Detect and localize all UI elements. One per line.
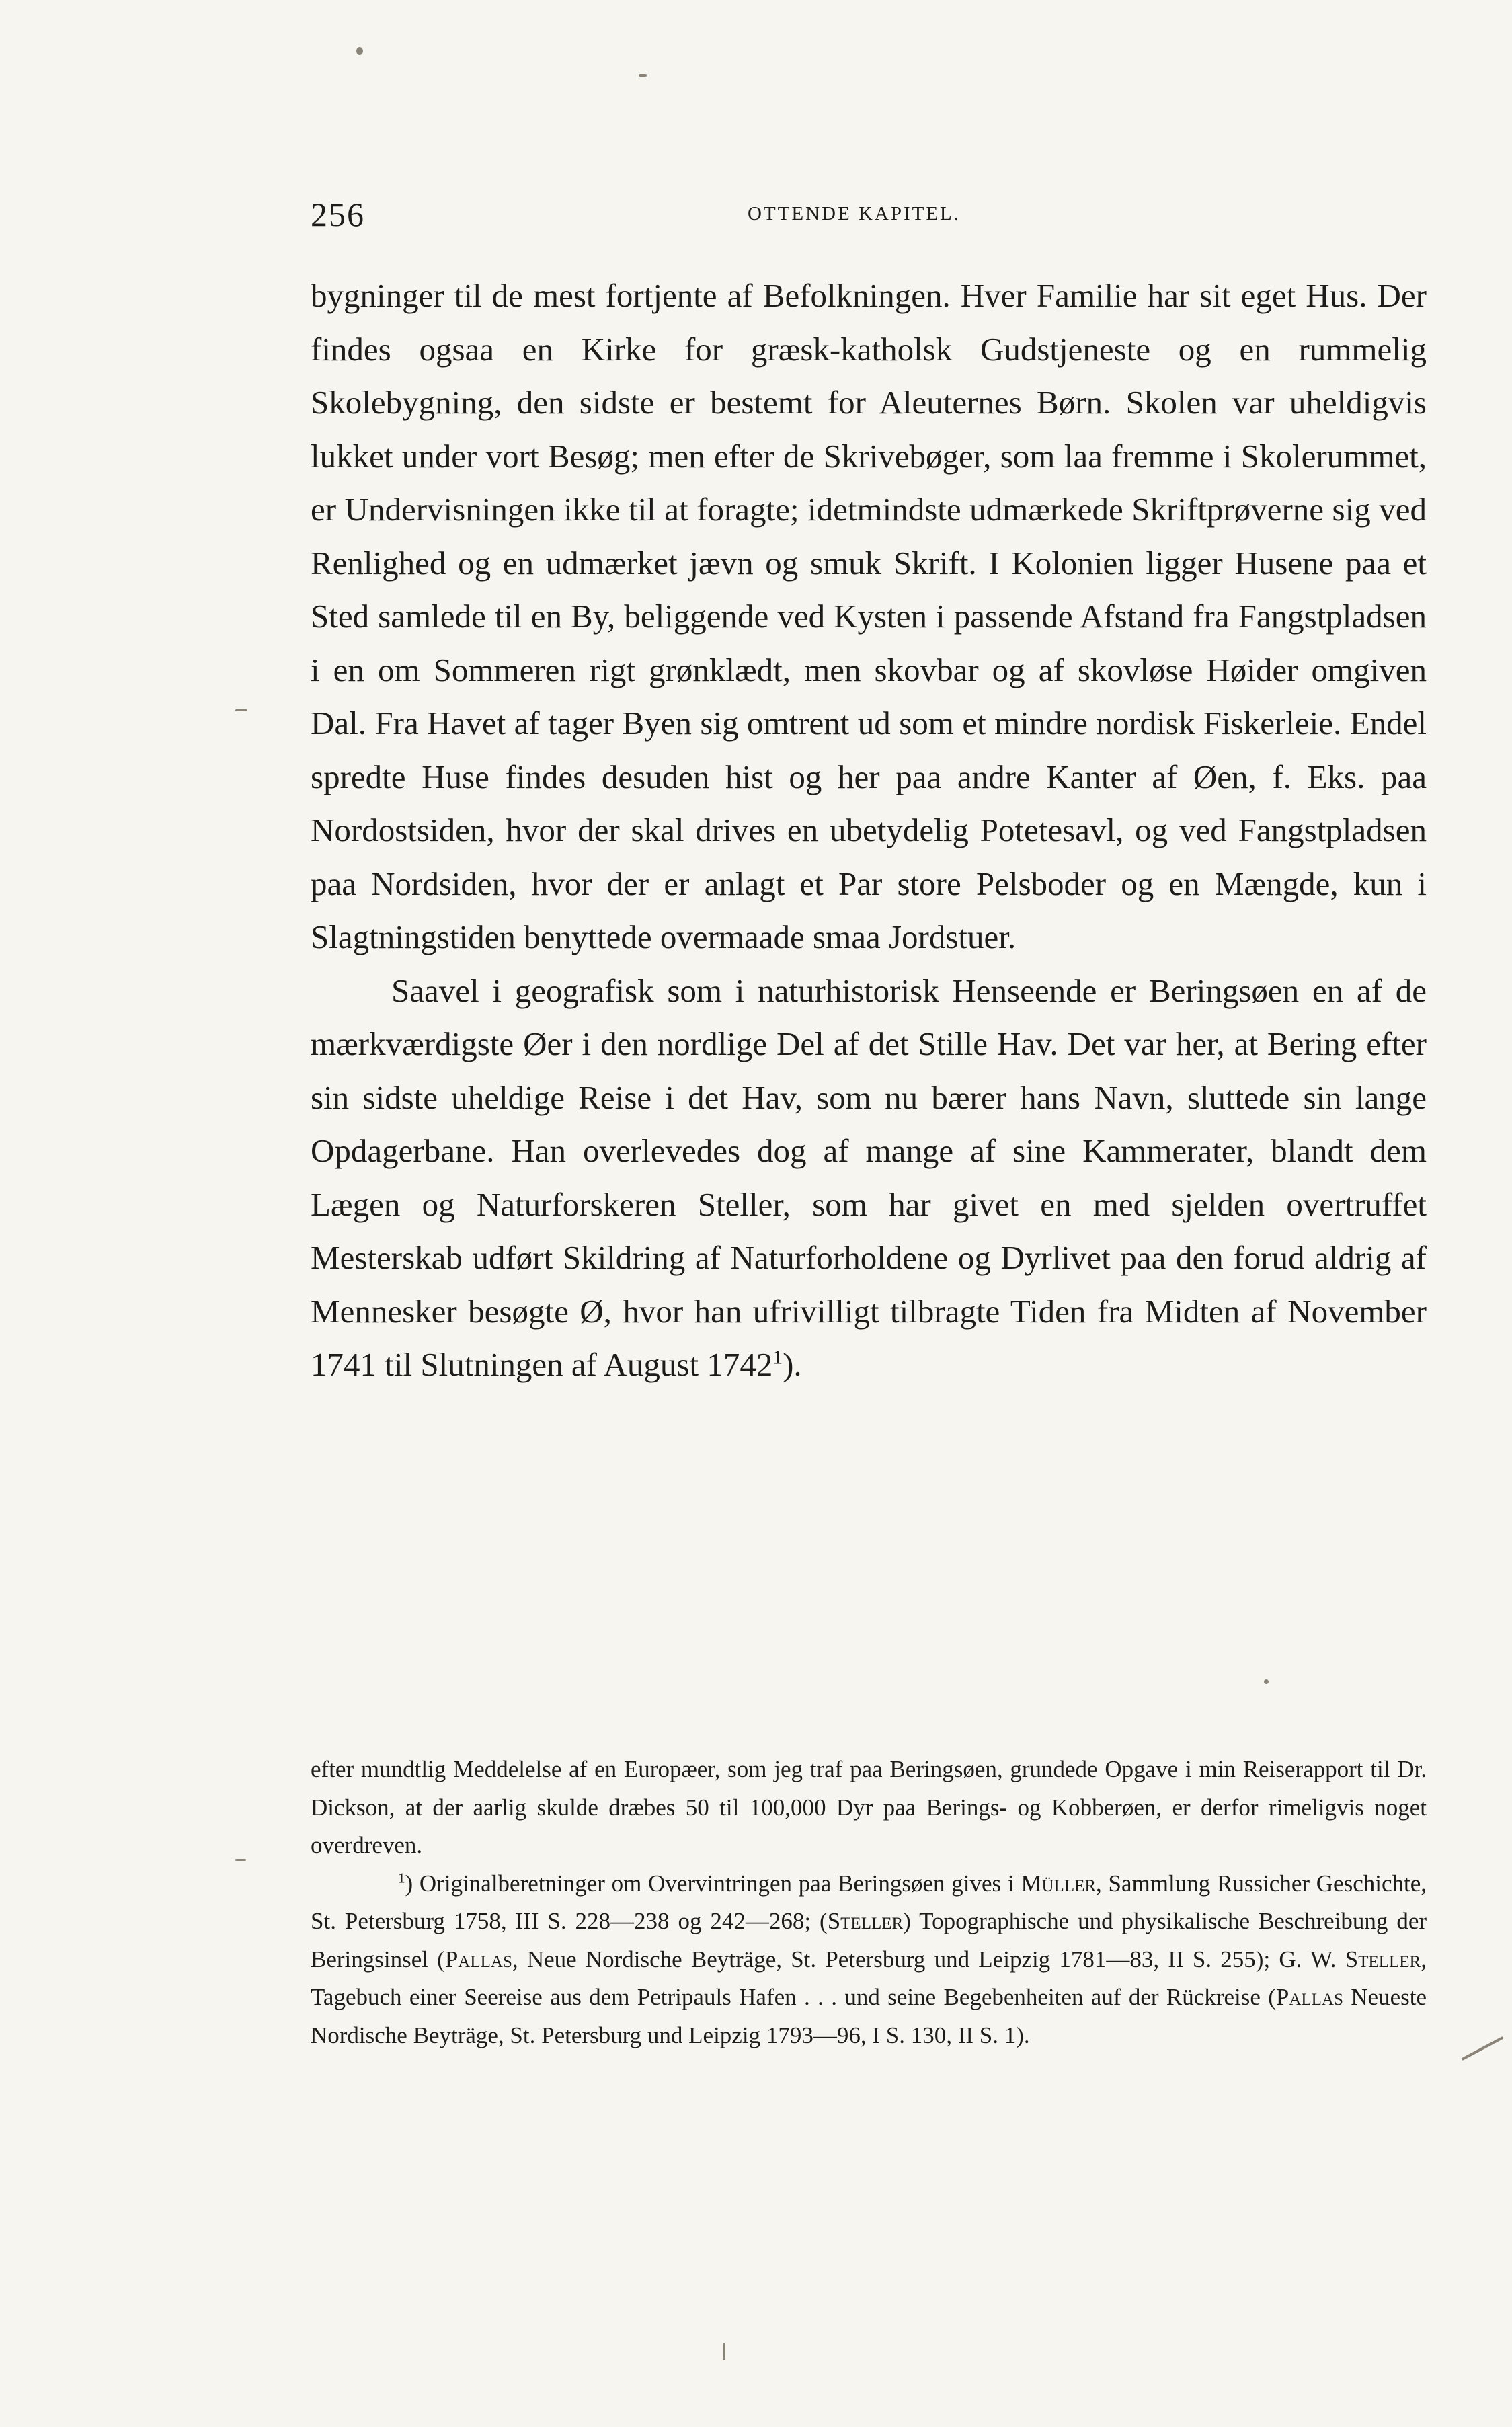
author-pallas: Pallas bbox=[1275, 1984, 1343, 2010]
footnote-1-text-c: ) Topographische und physikalische Beschreibung der Beringsinsel ( bbox=[311, 1908, 1427, 1973]
page-header bbox=[311, 195, 1427, 249]
body-text bbox=[311, 269, 1427, 1392]
footnote-1 bbox=[311, 1865, 1427, 2055]
paper-speck bbox=[1461, 2036, 1504, 2061]
footnote-1-text-e: , Tagebuch einer Seereise aus dem Petripauls Hafen . . . und seine Begebenheiten auf der Rückreise ( bbox=[311, 1946, 1427, 2010]
author-muller: Müller bbox=[1021, 1870, 1097, 1897]
paragraph-2 bbox=[311, 964, 1427, 1392]
paper-speck bbox=[356, 47, 363, 55]
footnotes bbox=[311, 1751, 1427, 2055]
running-head: OTTENDE KAPITEL. bbox=[748, 203, 961, 225]
paper-speck bbox=[723, 2343, 725, 2360]
author-steller: Steller bbox=[1345, 1946, 1421, 1973]
paragraph-2-text: Saavel i geografisk som i naturhistorisk Henseende er Beringsøen en af de mærkværdigste Øer i den nordlige Del af det Stille Hav. Det var her, at Bering efter sin sidste uheldige Reise i det Hav, som nu bærer hans Navn, sluttede sin lange Opdagerbane. Han overlevedes dog af mange af sine Kammerater, blandt dem Lægen og Naturforskeren Steller, som har givet en med sjelden overtruffet Mesterskab udført Skildring af Naturforholdene og Dyrlivet paa den forud aldrig af Mennesker besøgte Ø, hvor han ufrivilligt tilbragte Tiden fra Midten af November 1741 til Slutningen af August 1742 bbox=[311, 971, 1427, 1383]
footnote-1-text-a: ) Originalberetninger om Overvintringen paa Beringsøen gives i bbox=[405, 1870, 1014, 1897]
paper-speck bbox=[235, 709, 247, 711]
footnote-reference: 1 bbox=[772, 1347, 783, 1369]
page-number: 256 bbox=[311, 196, 365, 233]
footnote-1-marker: 1 bbox=[398, 1869, 405, 1886]
author-pallas: Pallas bbox=[444, 1946, 512, 1973]
paper-speck bbox=[639, 74, 647, 77]
footnote-continued: efter mundtlig Meddelelse af en Europæer, som jeg traf paa Beringsøen, grundede Opgave i min Reiserapport til Dr. Dickson, at der aarlig skulde dræbes 50 til 100,000 Dyr paa Berings- og Kobberøen, er derfor rimeligvis noget overdreven. bbox=[311, 1756, 1427, 1858]
footnote-1-text-f: Neueste Nordische Beyträge, St. Petersburg und Leipzig 1793—96, I S. 130, II S. 1). bbox=[311, 1984, 1427, 2048]
author-steller: Steller bbox=[827, 1908, 904, 1934]
footnote-1-text-b: , Sammlung Russicher Geschichte, St. Petersburg 1758, III S. 228—238 og 242—268; ( bbox=[311, 1870, 1427, 1934]
footnote-1-text-d: , Neue Nordische Beyträge, St. Petersburg und Leipzig 1781—83, II S. 255); G. W. bbox=[512, 1946, 1337, 1973]
paragraph-2-end: ). bbox=[783, 1346, 802, 1383]
paper-speck bbox=[1264, 1679, 1269, 1684]
paper-speck bbox=[235, 1859, 246, 1861]
paragraph-1: bygninger til de mest fortjente af Befolkningen. Hver Familie har sit eget Hus. Der findes ogsaa en Kirke for græsk-katholsk Gudstjeneste og en rummelig Skolebygning, den sidste er bestemt for Aleuternes Børn. Skolen var uheldigvis lukket under vort Besøg; men efter de Skrivebøger, som laa fremme i Skolerummet, er Undervisningen ikke til at foragte; idetmindste udmærkede Skriftprøverne sig ved Renlighed og en udmærket jævn og smuk Skrift. I Kolonien ligger Husene paa et Sted samlede til en By, beliggende ved Kysten i passende Afstand fra Fangstpladsen i en om Sommeren rigt grønklædt, men skovbar og af skovløse Høider omgiven Dal. Fra Havet af tager Byen sig omtrent ud som et mindre nordisk Fiskerleie. Endel spredte Huse findes desuden hist og her paa andre Kanter af Øen, f. Eks. paa Nordostsiden, hvor der skal drives en ubetydelig Potetesavl, og ved Fangstpladsen paa Nordsiden, hvor der er anlagt et Par store Pelsboder og en Mængde, kun i Slagtningstiden benyttede overmaade smaa Jordstuer. bbox=[311, 277, 1427, 955]
